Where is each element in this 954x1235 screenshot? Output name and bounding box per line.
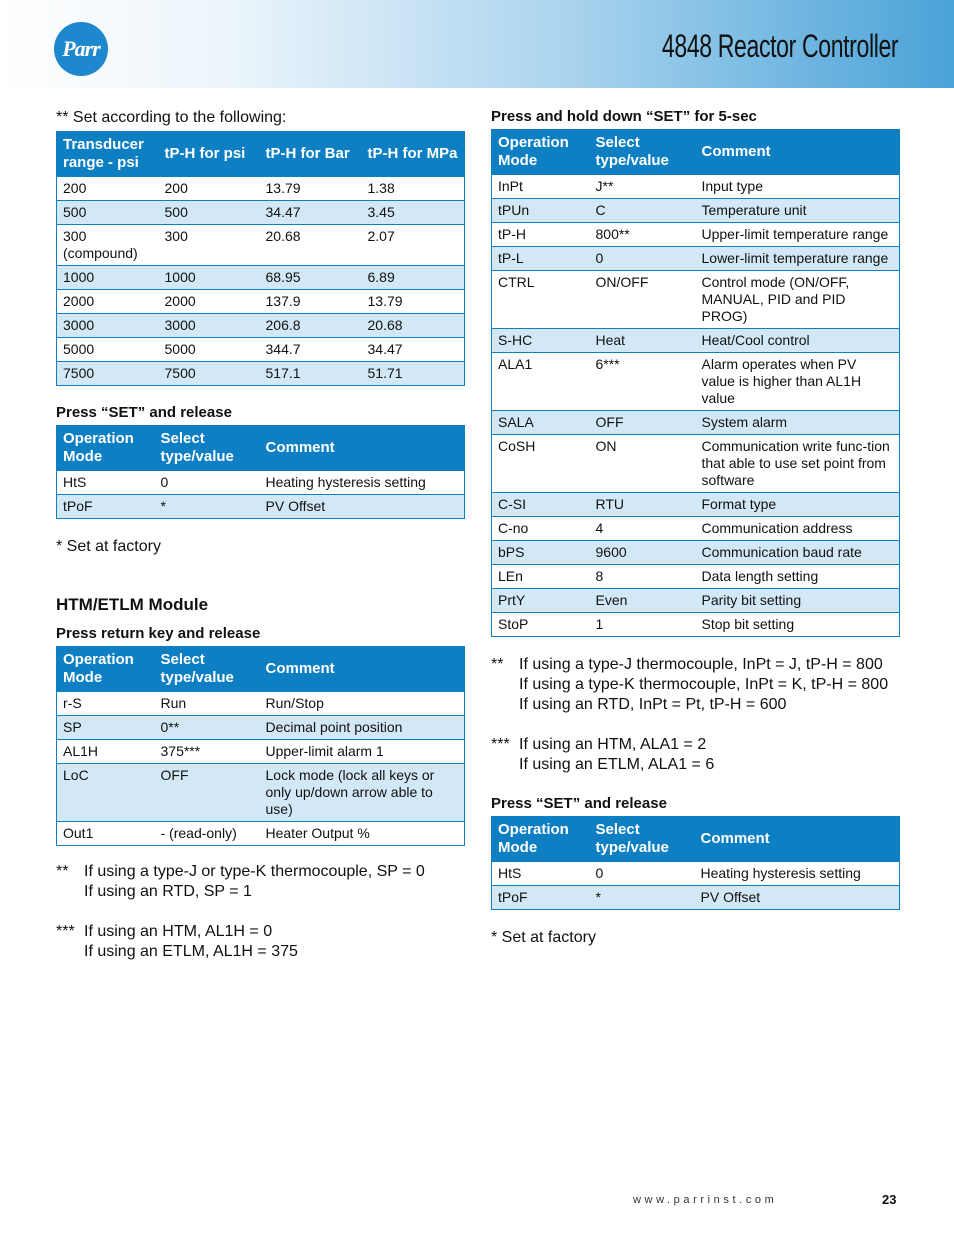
table-row	[492, 862, 900, 886]
table-cell: C-SI	[492, 493, 590, 517]
table-cell: 200	[57, 177, 159, 201]
table-cell: Lower-limit temperature range	[696, 247, 900, 271]
table-cell: bPS	[492, 541, 590, 565]
table-cell: Heater Output %	[260, 822, 465, 846]
set-release-heading-right: Press “SET” and release	[491, 795, 667, 812]
set-release-table-right	[491, 816, 900, 910]
table-cell: 2.07	[362, 225, 465, 266]
table-header: Operation Mode	[492, 130, 590, 175]
module-title: HTM/ETLM Module	[56, 595, 209, 614]
range-header: tP-H for MPa	[362, 132, 465, 177]
footnote-line: If using a type-J thermocouple, InPt = J, tP-H = 800	[519, 656, 883, 673]
table-cell: Heating hysteresis setting	[260, 471, 465, 495]
table-cell: Data length setting	[696, 565, 900, 589]
table-cell: 200	[159, 177, 260, 201]
table-cell: Parity bit setting	[696, 589, 900, 613]
table-cell: 9600	[590, 541, 696, 565]
page-title: 4848 Reactor Controller	[661, 28, 898, 64]
table-cell: PV Offset	[260, 495, 465, 519]
table-header: Comment	[260, 426, 465, 471]
table-cell: Input type	[696, 175, 900, 199]
table-cell: 300	[159, 225, 260, 266]
table-cell: ON	[590, 435, 696, 493]
range-header: Transducer range - psi	[57, 132, 159, 177]
table-row	[492, 517, 900, 541]
table-row	[57, 692, 465, 716]
table-cell: Out1	[57, 822, 155, 846]
range-table	[56, 131, 465, 386]
table-cell: 2000	[159, 290, 260, 314]
table-cell: SALA	[492, 411, 590, 435]
table-cell: r-S	[57, 692, 155, 716]
table-row	[57, 225, 465, 266]
range-header: tP-H for Bar	[260, 132, 362, 177]
table-cell: LEn	[492, 565, 590, 589]
table-cell: 4	[590, 517, 696, 541]
table-cell: 34.47	[260, 201, 362, 225]
return-heading: Press return key and release	[56, 625, 261, 642]
table-cell: Run	[155, 692, 260, 716]
table-row	[57, 177, 465, 201]
page-header	[0, 0, 954, 88]
table-cell: 0	[590, 247, 696, 271]
table-header: Select type/value	[590, 817, 695, 862]
table-header: Operation Mode	[57, 647, 155, 692]
table-header: Comment	[260, 647, 465, 692]
set-release-table	[56, 425, 465, 519]
table-cell: StoP	[492, 613, 590, 637]
table-cell: 68.95	[260, 266, 362, 290]
table-cell: Upper-limit temperature range	[696, 223, 900, 247]
footnote-line: If using a type-K thermocouple, InPt = K, tP-H = 800	[519, 676, 889, 693]
range-intro: ** Set according to the following:	[56, 109, 287, 126]
footnote-line: If using an RTD, InPt = Pt, tP-H = 600	[519, 696, 787, 713]
table-cell: 137.9	[260, 290, 362, 314]
table-cell: 34.47	[362, 338, 465, 362]
table-cell: 0**	[155, 716, 260, 740]
table-cell: Even	[590, 589, 696, 613]
table-cell: HtS	[492, 862, 590, 886]
table-cell: OFF	[155, 764, 260, 822]
footer-url: www.parrinst.com	[633, 1194, 778, 1206]
table-cell: System alarm	[696, 411, 900, 435]
table-cell: Control mode (ON/OFF, MANUAL, PID and PID PROG)	[696, 271, 900, 329]
left-column	[56, 108, 465, 962]
table-cell: tPoF	[492, 886, 590, 910]
hold-heading: Press and hold down “SET” for 5-sec	[491, 108, 757, 125]
table-cell: 0	[590, 862, 695, 886]
table-cell: 13.79	[362, 290, 465, 314]
table-header: Select type/value	[155, 426, 260, 471]
table-cell: OFF	[590, 411, 696, 435]
parr-logo: Parr	[54, 22, 108, 76]
table-cell: *	[590, 886, 695, 910]
table-cell: LoC	[57, 764, 155, 822]
table-cell: Lock mode (lock all keys or only up/down arrow able to use)	[260, 764, 465, 822]
table-cell: tP-L	[492, 247, 590, 271]
table-cell: 300 (compound)	[57, 225, 159, 266]
table-cell: HtS	[57, 471, 155, 495]
table-cell: AL1H	[57, 740, 155, 764]
table-row	[57, 495, 465, 519]
table-cell: tPoF	[57, 495, 155, 519]
page-number: 23	[882, 1192, 897, 1207]
table-row	[57, 471, 465, 495]
table-cell: 1.38	[362, 177, 465, 201]
table-header: Comment	[696, 130, 900, 175]
table-row	[492, 613, 900, 637]
table-cell: tPUn	[492, 199, 590, 223]
table-cell: Temperature unit	[696, 199, 900, 223]
table-cell: 5000	[57, 338, 159, 362]
table-cell: C-no	[492, 517, 590, 541]
table-cell: 8	[590, 565, 696, 589]
table-cell: 3000	[57, 314, 159, 338]
table-header: Operation Mode	[57, 426, 155, 471]
table-row	[492, 493, 900, 517]
table-row	[57, 266, 465, 290]
table-cell: 51.71	[362, 362, 465, 386]
table-cell: Alarm operates when PV value is higher than AL1H value	[696, 353, 900, 411]
set-release-heading: Press “SET” and release	[56, 404, 232, 421]
table-row	[492, 886, 900, 910]
table-cell: tP-H	[492, 223, 590, 247]
table-row	[57, 338, 465, 362]
table-row	[492, 223, 900, 247]
table-cell: 0	[155, 471, 260, 495]
table-row	[492, 411, 900, 435]
table-header: Comment	[695, 817, 900, 862]
table-cell: Stop bit setting	[696, 613, 900, 637]
table-row	[492, 199, 900, 223]
table-cell: Communication address	[696, 517, 900, 541]
table-cell: 2000	[57, 290, 159, 314]
table-row	[57, 764, 465, 822]
table-row	[492, 589, 900, 613]
hold-table	[491, 129, 900, 637]
table-row	[57, 314, 465, 338]
table-cell: 20.68	[260, 225, 362, 266]
table-cell: Communication write func-tion that able to use set point from software	[696, 435, 900, 493]
footnote-ala1	[491, 735, 900, 775]
footnote-sp	[56, 862, 465, 902]
table-cell: 1000	[57, 266, 159, 290]
table-cell: - (read-only)	[155, 822, 260, 846]
table-cell: Decimal point position	[260, 716, 465, 740]
table-cell: 20.68	[362, 314, 465, 338]
table-row	[492, 271, 900, 329]
table-row	[57, 822, 465, 846]
footnote-line: If using an ETLM, AL1H = 375	[84, 943, 298, 960]
table-cell: PrtY	[492, 589, 590, 613]
table-cell: 375***	[155, 740, 260, 764]
footnote-inpt	[491, 655, 900, 715]
table-cell: 3000	[159, 314, 260, 338]
table-cell: PV Offset	[695, 886, 900, 910]
table-cell: Upper-limit alarm 1	[260, 740, 465, 764]
table-cell: Format type	[696, 493, 900, 517]
table-cell: 1	[590, 613, 696, 637]
table-row	[492, 541, 900, 565]
footnote-line: If using an ETLM, ALA1 = 6	[519, 756, 715, 773]
table-cell: CoSH	[492, 435, 590, 493]
table-row	[492, 175, 900, 199]
table-cell: 5000	[159, 338, 260, 362]
table-header: Select type/value	[590, 130, 696, 175]
table-header: Operation Mode	[492, 817, 590, 862]
table-cell: RTU	[590, 493, 696, 517]
table-row	[492, 247, 900, 271]
factory-note-right: * Set at factory	[491, 929, 596, 946]
table-cell: 7500	[57, 362, 159, 386]
table-row	[492, 565, 900, 589]
table-row	[57, 740, 465, 764]
table-cell: 500	[159, 201, 260, 225]
table-row	[57, 201, 465, 225]
table-cell: J**	[590, 175, 696, 199]
footnote-line: If using an RTD, SP = 1	[84, 883, 252, 900]
table-cell: 500	[57, 201, 159, 225]
table-cell: Communication baud rate	[696, 541, 900, 565]
table-row	[492, 353, 900, 411]
right-column	[491, 108, 900, 948]
table-cell: 6.89	[362, 266, 465, 290]
table-cell: 800**	[590, 223, 696, 247]
table-cell: 344.7	[260, 338, 362, 362]
table-cell: 206.8	[260, 314, 362, 338]
table-row	[492, 329, 900, 353]
table-cell: ALA1	[492, 353, 590, 411]
table-cell: Heat/Cool control	[696, 329, 900, 353]
table-header: Select type/value	[155, 647, 260, 692]
footnote-marker: ***	[491, 736, 510, 753]
table-cell: Heat	[590, 329, 696, 353]
table-cell: C	[590, 199, 696, 223]
table-cell: *	[155, 495, 260, 519]
footnote-marker: ***	[56, 923, 75, 940]
footnote-marker: **	[491, 656, 504, 673]
table-cell: 13.79	[260, 177, 362, 201]
table-row	[57, 716, 465, 740]
return-table	[56, 646, 465, 846]
table-cell: CTRL	[492, 271, 590, 329]
range-header: tP-H for psi	[159, 132, 260, 177]
footnote-marker: **	[56, 863, 69, 880]
table-cell: 3.45	[362, 201, 465, 225]
factory-note: * Set at factory	[56, 538, 161, 555]
table-row	[492, 435, 900, 493]
table-cell: 7500	[159, 362, 260, 386]
table-cell: Run/Stop	[260, 692, 465, 716]
table-cell: Heating hysteresis setting	[695, 862, 900, 886]
table-cell: ON/OFF	[590, 271, 696, 329]
footnote-line: If using an HTM, AL1H = 0	[84, 923, 273, 940]
footnote-al1h	[56, 922, 465, 962]
footnote-line: If using an HTM, ALA1 = 2	[519, 736, 707, 753]
footnote-line: If using a type-J or type-K thermocouple, SP = 0	[84, 863, 425, 880]
table-row	[57, 290, 465, 314]
table-row	[57, 362, 465, 386]
table-cell: SP	[57, 716, 155, 740]
table-cell: 6***	[590, 353, 696, 411]
table-cell: S-HC	[492, 329, 590, 353]
table-cell: 1000	[159, 266, 260, 290]
table-cell: 517.1	[260, 362, 362, 386]
table-cell: InPt	[492, 175, 590, 199]
